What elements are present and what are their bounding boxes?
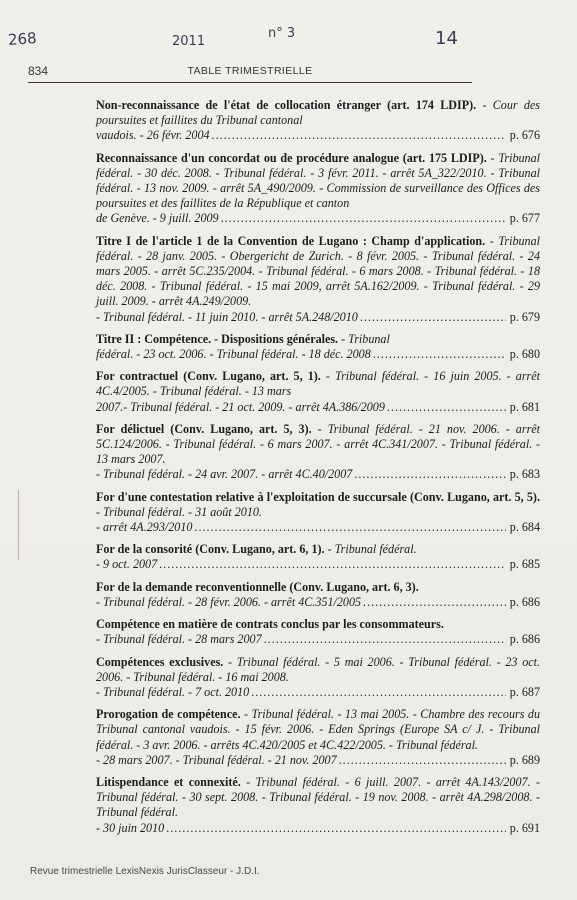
entry-heading: Titre I de l'article 1 de la Convention de Lugano : Champ d'application. bbox=[96, 233, 486, 248]
dot-leader bbox=[373, 347, 506, 362]
index-entry bbox=[96, 490, 540, 536]
entry-leader-line bbox=[96, 821, 540, 836]
running-title: TABLE TRIMESTRIELLE bbox=[187, 65, 313, 77]
entry-last-line: - arrêt 4A.293/2010 bbox=[96, 520, 193, 535]
entry-last-line: vaudois. - 26 févr. 2004 bbox=[96, 128, 210, 143]
entry-last-line: - Tribunal fédéral. - 24 avr. 2007. - arrêt 4C.40/2007 bbox=[96, 467, 353, 482]
entry-leader-line bbox=[96, 753, 540, 768]
index-entry bbox=[96, 234, 540, 325]
dot-leader bbox=[387, 400, 506, 415]
entry-leader-line bbox=[96, 520, 540, 535]
dot-leader bbox=[354, 467, 505, 482]
entry-leader-line bbox=[96, 632, 540, 647]
entry-leader-line bbox=[96, 685, 540, 700]
entry-last-line: fédéral. - 23 oct. 2006. - Tribunal fédéral. - 18 déc. 2008 bbox=[96, 347, 371, 362]
dot-leader bbox=[159, 557, 506, 572]
index-entry bbox=[96, 369, 540, 415]
entry-heading: For d'une contestation relative à l'exploitation de succursale (Conv. Lugano, art. 5, 5). bbox=[96, 489, 540, 504]
entry-page-ref: p. 687 bbox=[509, 684, 540, 699]
entry-page-ref: p. 680 bbox=[509, 347, 540, 362]
entry-body: - Tribunal fédéral. bbox=[324, 542, 417, 557]
entry-heading: Titre II : Compétence. - Dispositions générales. bbox=[96, 331, 339, 346]
entry-last-line: - Tribunal fédéral. - 28 mars 2007 bbox=[96, 632, 262, 647]
entry-heading: Compétence en matière de contrats conclus par les consommateurs. bbox=[96, 617, 444, 632]
entry-page-ref: p. 686 bbox=[509, 594, 540, 609]
handwritten-note-3: n° 3 bbox=[268, 26, 296, 41]
index-entry bbox=[96, 580, 540, 610]
entry-heading: Non-reconnaissance de l'état de collocation étranger (art. 174 LDIP). bbox=[96, 98, 477, 112]
page-number: 834 bbox=[28, 64, 49, 78]
entry-page-ref: p. 685 bbox=[509, 557, 540, 572]
dot-leader bbox=[221, 211, 506, 226]
index-entry bbox=[96, 617, 540, 647]
entry-last-line: 2007.- Tribunal fédéral. - 21 oct. 2009. - arrêt 4A.386/2009 bbox=[96, 399, 385, 414]
index-entry bbox=[96, 707, 540, 768]
dot-leader bbox=[251, 685, 506, 700]
index-entries bbox=[96, 98, 540, 843]
entry-page-ref: p. 677 bbox=[509, 211, 540, 226]
entry-page-ref: p. 684 bbox=[509, 520, 540, 535]
entry-leader-line bbox=[96, 595, 540, 610]
entry-last-line: - Tribunal fédéral. - 28 févr. 2006. - arrêt 4C.351/2005 bbox=[96, 594, 362, 609]
handwritten-note-1: 268 bbox=[7, 29, 38, 49]
entry-body: - Tribunal fédéral. - 6 juill. 2007. - arrêt 4A.143/2007. - Tribunal fédéral. - 30 sept. 2008. - Tribunal fédéral. - 19 nov. 2008. - arrêt 4A.298/2008. - Tribunal fédéral. bbox=[96, 774, 540, 820]
entry-last-line: - 30 juin 2010 bbox=[96, 820, 165, 835]
entry-leader-line bbox=[96, 400, 540, 415]
entry-body: - Tribunal fédéral. - 5 mai 2006. - Tribunal fédéral. - 23 oct. 2006. - Tribunal fédéral. - 16 mai 2008. bbox=[96, 654, 540, 684]
entry-body: - Tribunal fédéral. - 30 déc. 2008. - Tribunal fédéral. - 3 févr. 2011. - arrêt 5A_322/2010. - Tribunal fédéral. - 13 nov. 2009. - arrêt 5A_490/2009. - Commission de surveillance des Offices des poursuites et des faillites de la République et canton bbox=[96, 150, 540, 211]
entry-leader-line bbox=[96, 347, 540, 362]
entry-heading: For délictuel (Conv. Lugano, art. 5, 3). bbox=[96, 421, 312, 436]
entry-heading: Prorogation de compétence. bbox=[96, 707, 241, 722]
dot-leader bbox=[360, 310, 506, 325]
entry-page-ref: p. 679 bbox=[509, 309, 540, 324]
handwritten-note-4: 14 bbox=[435, 28, 458, 49]
dot-leader bbox=[363, 595, 506, 610]
entry-leader-line bbox=[96, 557, 540, 572]
entry-leader-line bbox=[96, 310, 540, 325]
entry-body: - Tribunal fédéral. - 31 août 2010. bbox=[96, 504, 262, 519]
entry-heading: For de la demande reconventionnelle (Conv. Lugano, art. 6, 3). bbox=[96, 579, 419, 594]
entry-last-line: - 9 oct. 2007 bbox=[96, 557, 158, 572]
index-entry bbox=[96, 422, 540, 483]
page-header bbox=[28, 64, 472, 83]
margin-mark bbox=[18, 490, 19, 560]
dot-leader bbox=[212, 128, 506, 143]
entry-leader-line bbox=[96, 211, 540, 226]
entry-last-line: - 28 mars 2007. - Tribunal fédéral. - 21 nov. 2007 bbox=[96, 752, 337, 767]
entry-last-line: - Tribunal fédéral. - 7 oct. 2010 bbox=[96, 684, 250, 699]
entry-body: - Tribunal fédéral. - 16 juin 2005. - arrêt 4C.4/2005. - Tribunal fédéral. - 13 mars bbox=[96, 369, 540, 399]
entry-page-ref: p. 676 bbox=[509, 128, 540, 143]
entry-heading: For de la consorité (Conv. Lugano, art. 6, 1). bbox=[96, 542, 325, 557]
dot-leader bbox=[264, 632, 506, 647]
index-entry bbox=[96, 332, 540, 362]
entry-page-ref: p. 683 bbox=[509, 467, 540, 482]
index-entry bbox=[96, 151, 540, 227]
entry-body: - Tribunal fédéral. - 28 janv. 2005. - Obergericht de Zurich. - 8 févr. 2005. - Tribunal fédéral. - 24 mars 2005. - arrêt 5C.235/2004. - Tribunal fédéral. - 6 mars 2008. - Tribunal fédéral. - 18 déc. 2008. - Tribunal fédéral. - 15 mai 2009, arrêt 5A.162/2009. - Tribunal fédéral. - 29 juill. 2009. - arrêt 4A.249/2009. bbox=[96, 233, 540, 309]
entry-last-line: de Genève. - 9 juill. 2009 bbox=[96, 211, 219, 226]
page-footer: Revue trimestrielle LexisNexis JurisClasseur - J.D.I. bbox=[30, 866, 260, 877]
entry-body: - Tribunal bbox=[338, 331, 390, 346]
entry-heading: Litispendance et connexité. bbox=[96, 774, 241, 789]
dot-leader bbox=[166, 821, 506, 836]
entry-last-line: - Tribunal fédéral. - 11 juin 2010. - arrêt 5A.248/2010 bbox=[96, 309, 358, 324]
index-entry bbox=[96, 542, 540, 572]
entry-page-ref: p. 686 bbox=[509, 632, 540, 647]
entry-body: - Cour des poursuites et faillites du Tribunal cantonal bbox=[96, 98, 540, 128]
dot-leader bbox=[339, 753, 506, 768]
index-entry bbox=[96, 98, 540, 144]
entry-heading: Compétences exclusives. bbox=[96, 654, 224, 669]
dot-leader bbox=[194, 520, 505, 535]
entry-leader-line bbox=[96, 128, 540, 143]
entry-page-ref: p. 689 bbox=[509, 752, 540, 767]
entry-body: - Tribunal fédéral. - 21 nov. 2006. - arrêt 5C.124/2006. - Tribunal fédéral. - 6 mars 2007. - arrêt 4C.341/2007. - Tribunal fédéral. - 13 mars 2007. bbox=[96, 421, 540, 467]
handwritten-note-2: 2011 bbox=[172, 34, 206, 49]
entry-heading: For contractuel (Conv. Lugano, art. 5, 1). bbox=[96, 369, 321, 384]
entry-heading: Reconnaissance d'un concordat ou de procédure analogue (art. 175 LDIP). bbox=[96, 150, 487, 165]
entry-leader-line bbox=[96, 467, 540, 482]
index-entry bbox=[96, 775, 540, 836]
entry-body: - Tribunal fédéral. - 13 mai 2005. - Chambre des recours du Tribunal cantonal vaudois. - 15 févr. 2006. - Eden Springs (Europe SA c/ J. - Tribunal fédéral. - 3 avr. 2006. - arrêts 4C.420/2005 et 4C.422/2005. - Tribunal fédéral. bbox=[96, 707, 540, 752]
entry-page-ref: p. 691 bbox=[509, 820, 540, 835]
entry-page-ref: p. 681 bbox=[509, 399, 540, 414]
index-entry bbox=[96, 655, 540, 701]
